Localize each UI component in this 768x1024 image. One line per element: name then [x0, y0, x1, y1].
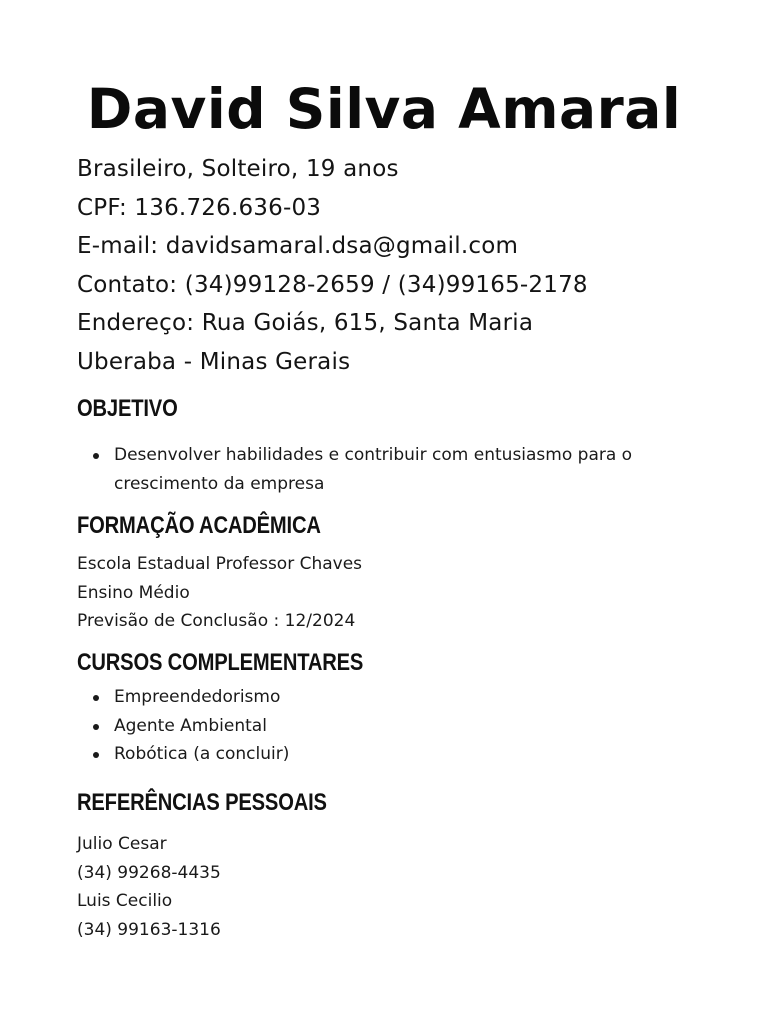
reference-phone-1: (34) 99268-4435 — [77, 862, 221, 883]
section-heading-cursos: CURSOS COMPLEMENTARES — [77, 649, 364, 676]
list-item-text: Robótica (a concluir) — [114, 744, 290, 764]
bullet-icon — [93, 752, 99, 758]
list-item — [77, 712, 289, 741]
personal-info-email: E-mail: davidsamaral.dsa@gmail.com — [77, 233, 519, 259]
section-heading-objetivo: OBJETIVO — [77, 395, 178, 422]
bullet-icon — [93, 724, 99, 730]
bullet-icon — [93, 453, 99, 459]
personal-info-nationality: Brasileiro, Solteiro, 19 anos — [77, 156, 399, 182]
personal-info-phone: Contato: (34)99128-2659 / (34)99165-2178 — [77, 271, 588, 298]
formacao-level: Ensino Médio — [77, 582, 190, 603]
list-item — [77, 683, 289, 712]
section-heading-referencias: REFERÊNCIAS PESSOAIS — [77, 789, 327, 816]
formacao-school: Escola Estadual Professor Chaves — [77, 554, 363, 574]
referencias-lines — [77, 830, 221, 944]
candidate-name: David Silva Amaral — [86, 77, 682, 141]
section-heading-formacao: FORMAÇÃO ACADÊMICA — [77, 512, 321, 539]
list-item-text: Desenvolver habilidades e contribuir com entusiasmo para o crescimento da empresa — [114, 445, 633, 494]
personal-info-cpf: CPF: 136.726.636-03 — [77, 194, 322, 221]
objetivo-list — [77, 441, 728, 498]
reference-name-1: Julio Cesar — [77, 834, 167, 854]
personal-info-list — [77, 150, 588, 381]
list-item — [77, 740, 289, 769]
list-item-text: Empreendedorismo — [114, 687, 281, 707]
reference-phone-2: (34) 99163-1316 — [77, 919, 221, 940]
bullet-icon — [93, 695, 99, 701]
list-item-text: Agente Ambiental — [114, 715, 267, 736]
list-item — [77, 441, 728, 498]
personal-info-city: Uberaba - Minas Gerais — [77, 348, 351, 375]
formacao-conclusion: Previsão de Conclusão : 12/2024 — [77, 611, 356, 631]
formacao-lines — [77, 550, 362, 636]
reference-name-2: Luis Cecilio — [77, 891, 173, 911]
personal-info-address: Endereço: Rua Goiás, 615, Santa Maria — [77, 310, 534, 336]
cursos-list — [77, 683, 289, 769]
